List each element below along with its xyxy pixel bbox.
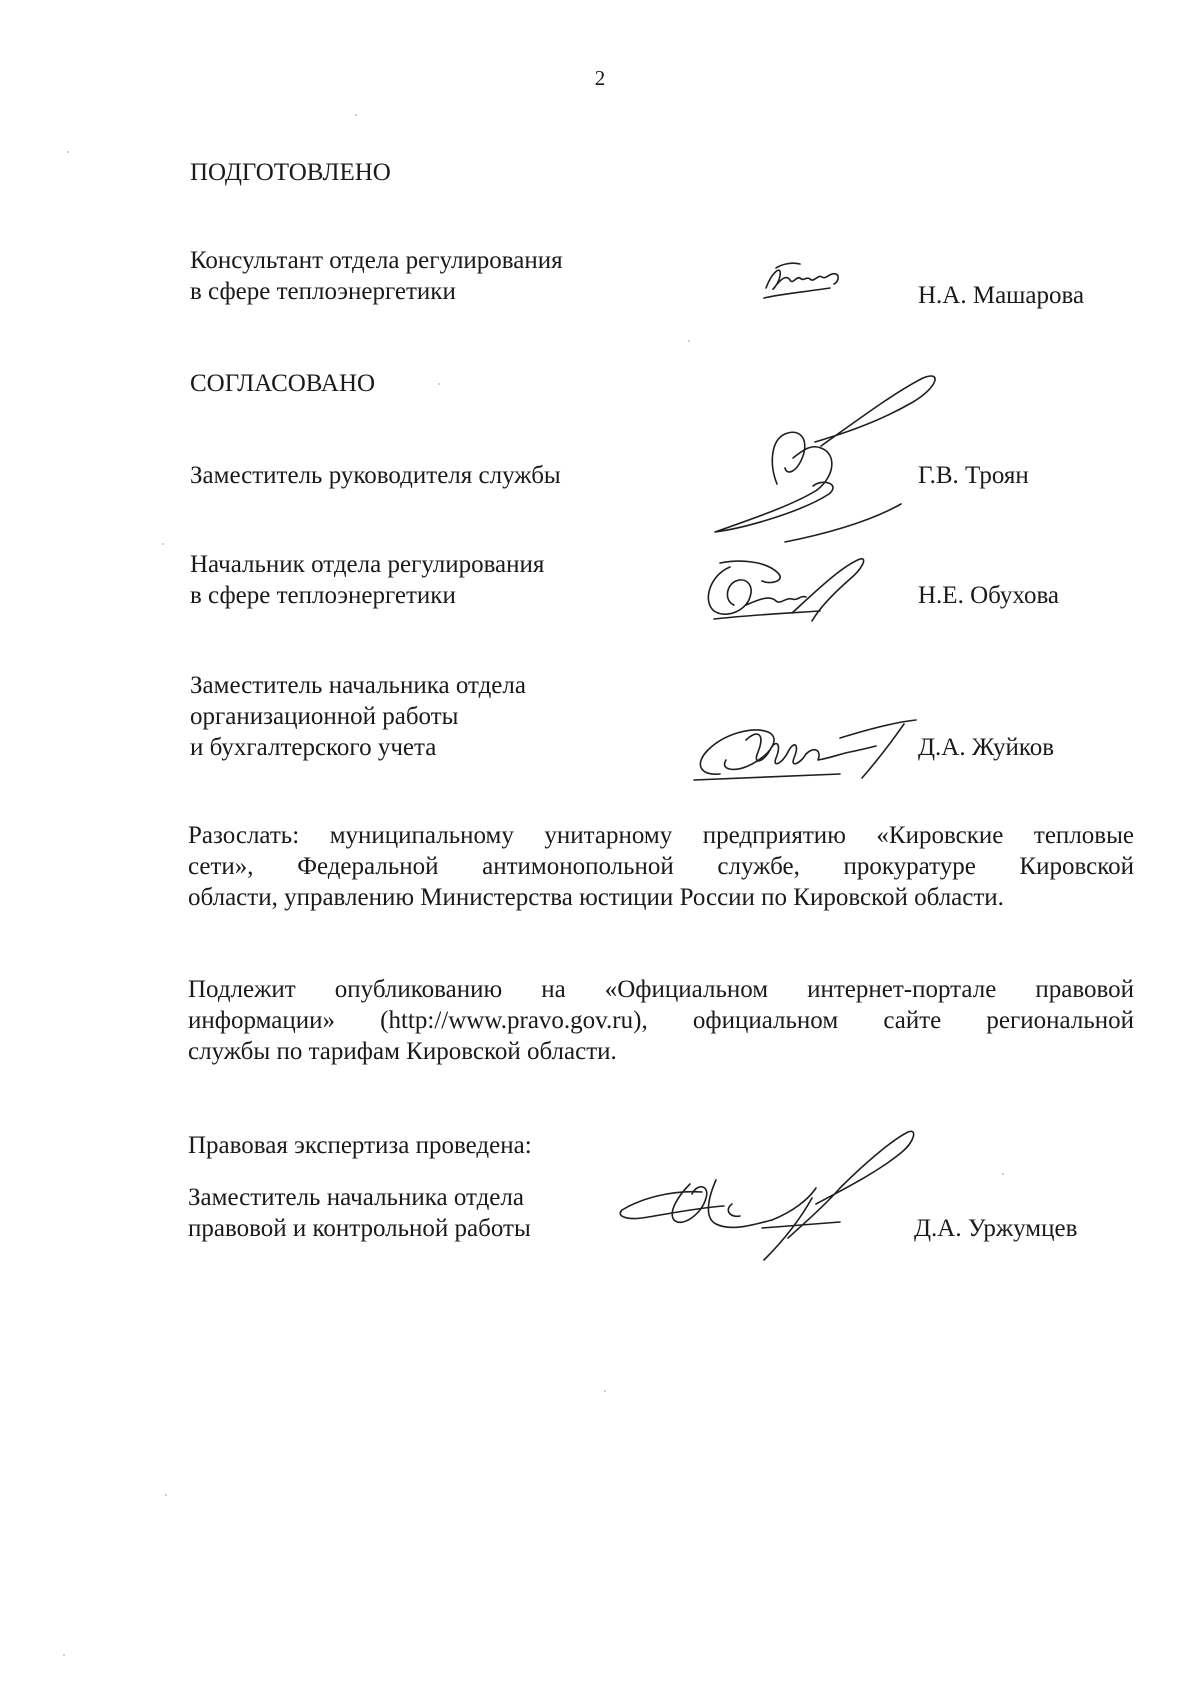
prepared-position-line-1: Консультант отдела регулирования (190, 247, 563, 274)
publication-line-3: службы по тарифам Кировской области. (188, 1038, 617, 1065)
prepared-position-line-2: в сфере теплоэнергетики (190, 278, 456, 305)
legal-review-heading: Правовая экспертиза проведена: (188, 1132, 532, 1159)
legal-review-position-line-2: правовой и контрольной работы (188, 1215, 531, 1242)
prepared-name: Н.А. Машарова (918, 282, 1085, 309)
signatory-3-name: Д.А. Жуйков (918, 734, 1055, 761)
distribution-line-3: области, управлению Министерства юстиции России по Кировской области. (188, 884, 1004, 911)
legal-review-name: Д.А. Уржумцев (914, 1215, 1078, 1242)
agreed-heading: СОГЛАСОВАНО (190, 370, 376, 397)
page-number: 2 (594, 66, 606, 90)
scan-speck (438, 383, 440, 385)
distribution-paragraph (188, 820, 1134, 913)
signature-obukhova (700, 555, 870, 627)
signature-zhuykov (690, 712, 930, 784)
scan-speck (355, 114, 357, 116)
signatory-3-position-line-2: организационной работы (190, 703, 459, 730)
publication-line-1: Подлежит опубликованию на «Официальном интернет-портале правовой (188, 976, 1134, 1003)
publication-paragraph (188, 974, 1134, 1067)
distribution-line-2: сети», Федеральной антимонопольной службе, прокуратуре Кировской (188, 853, 1134, 880)
signatory-2-position-line-2: в сфере теплоэнергетики (190, 582, 456, 609)
scan-speck (604, 1390, 606, 1392)
signatory-2-position-line-1: Начальник отдела регулирования (190, 551, 545, 578)
signatory-1-name: Г.В. Троян (918, 462, 1029, 489)
scan-speck (63, 1654, 65, 1656)
distribution-line-1: Разослать: муниципальному унитарному предприятию «Кировские тепловые (188, 822, 1134, 849)
legal-review-position-line-1: Заместитель начальника отдела (188, 1184, 524, 1211)
signatory-3-position-line-3: и бухгалтерского учета (190, 734, 437, 761)
publication-line-2: информации» (http://www.pravo.gov.ru), официальном сайте региональной (188, 1007, 1134, 1034)
signatory-3-position-line-1: Заместитель начальника отдела (190, 672, 526, 699)
signatory-2-name: Н.Е. Обухова (918, 582, 1060, 609)
signature-masharova (760, 258, 860, 306)
scan-speck (165, 1494, 167, 1496)
signatory-1-position-line-1: Заместитель руководителя службы (190, 462, 561, 489)
scan-speck (67, 151, 69, 153)
signature-troyan (705, 372, 945, 550)
scan-speck (162, 543, 164, 545)
scan-speck (1002, 1173, 1004, 1175)
signature-urzhumtsev (612, 1124, 922, 1264)
prepared-heading: ПОДГОТОВЛЕНО (190, 159, 391, 186)
scan-speck (688, 340, 690, 342)
